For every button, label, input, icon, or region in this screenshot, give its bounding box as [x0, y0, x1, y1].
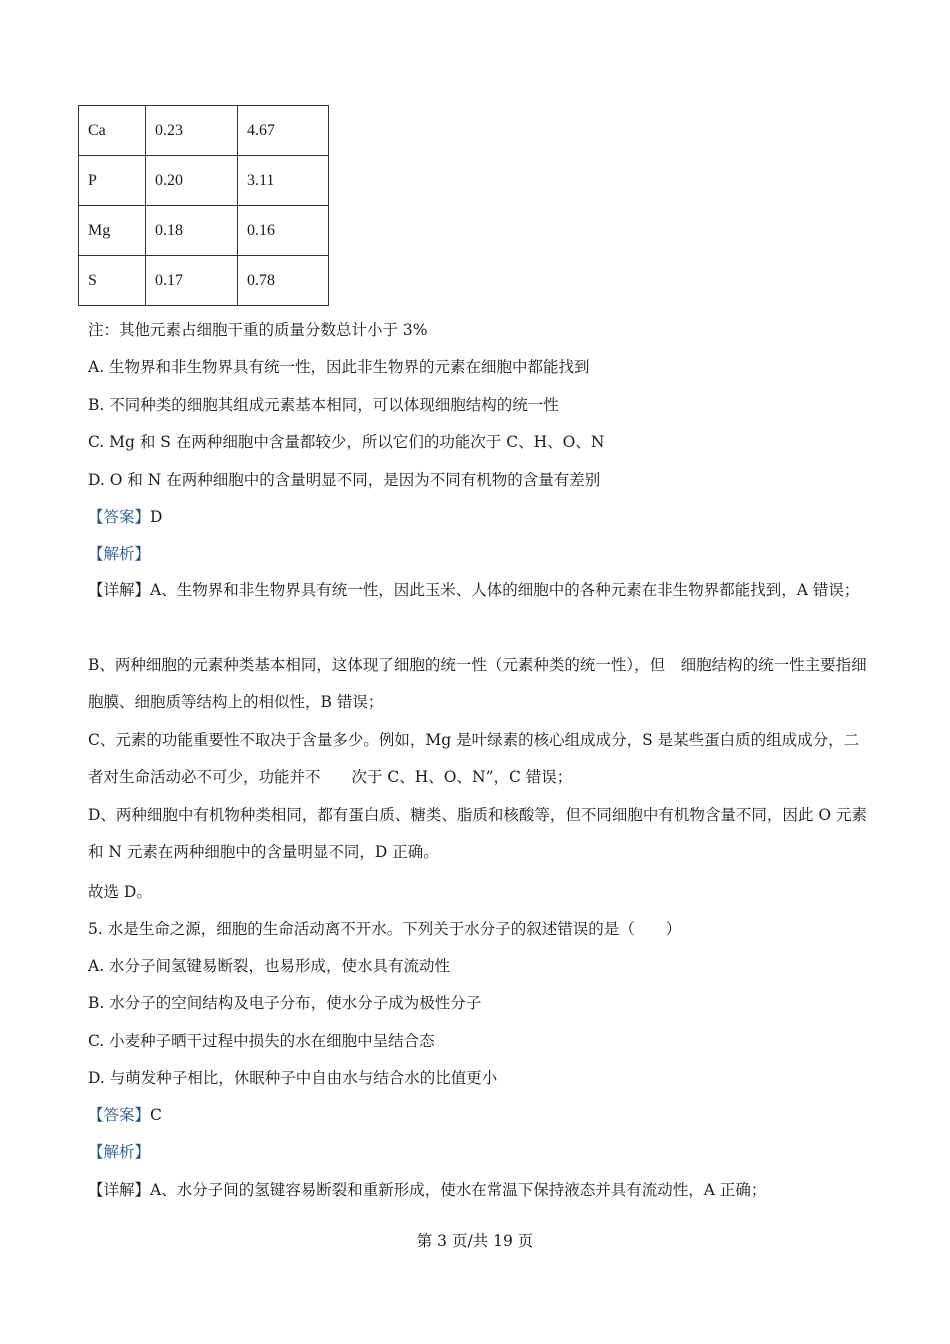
q5-option-d: D. 与萌发种子相比，休眠种子中自由水与结合水的比值更小 — [88, 1069, 498, 1087]
q4-detail-d: D、两种细胞中有机物种类相同，都有蛋白质、糖类、脂质和核酸等，但不同细胞中有机物含量不同，因此 O 元素和 N 元素在两种细胞中的含量明显不同，D 正确。 — [88, 806, 867, 861]
table-cell: 0.23 — [146, 106, 238, 156]
q5-analysis-tag — [88, 1142, 150, 1162]
table-cell: 0.17 — [146, 256, 238, 306]
table-note: 注：其他元素占细胞干重的质量分数总计小于 3% — [88, 321, 428, 339]
table-row — [79, 256, 329, 306]
answer-value: C — [150, 1106, 162, 1124]
table-cell: S — [79, 256, 146, 306]
element-content-table — [78, 105, 329, 306]
table-cell: 3.11 — [238, 156, 329, 206]
table-row — [79, 206, 329, 256]
answer-tag: 【答案】 — [88, 508, 151, 526]
analysis-tag: 【解析】 — [88, 545, 151, 563]
q4-detail-a — [88, 572, 873, 609]
q4-answer — [88, 507, 162, 527]
q4-detail-b: B、两种细胞的元素种类基本相同，这体现了细胞的统一性（元素种类的统一性），但 细胞结构的统一性主要指细胞膜、细胞质等结构上的相似性，B 错误； — [88, 656, 867, 711]
detail-tag: 【详解】 — [88, 581, 151, 599]
q4-option-d: D. O 和 N 在两种细胞中的含量明显不同，是因为不同有机物的含量有差别 — [88, 471, 601, 489]
table-cell: P — [79, 156, 146, 206]
answer-tag: 【答案】 — [88, 1106, 151, 1124]
table-cell: 0.20 — [146, 156, 238, 206]
table-cell: 4.67 — [238, 106, 329, 156]
q5-option-b: B. 水分子的空间结构及电子分布，使水分子成为极性分子 — [88, 994, 482, 1012]
table-cell: Mg — [79, 206, 146, 256]
table-row — [79, 106, 329, 156]
table-cell: 0.78 — [238, 256, 329, 306]
q4-option-a: A. 生物界和非生物界具有统一性，因此非生物界的元素在细胞中都能找到 — [88, 358, 590, 376]
q5-option-a: A. 水分子间氢键易断裂，也易形成，使水具有流动性 — [88, 957, 451, 975]
detail-text: A、生物界和非生物界具有统一性，因此玉米、人体的细胞中的各种元素在非生物界都能找到，A 错误； — [150, 581, 860, 599]
q5-answer — [88, 1105, 162, 1125]
table-cell: Ca — [79, 106, 146, 156]
q4-analysis-tag — [88, 544, 150, 564]
q4-conclusion: 故选 D。 — [88, 883, 152, 901]
q5-detail-a — [88, 1180, 766, 1200]
q4-detail-c: C、元素的功能重要性不取决于含量多少。例如，Mg 是叶绿素的核心组成成分，S 是某些蛋白质的组成成分，二者对生命活动必不可少，功能并不 次于 C、H、O、N”，C 错误； — [88, 731, 860, 786]
table-row — [79, 156, 329, 206]
detail-text: A、水分子间的氢键容易断裂和重新形成，使水在常温下保持液态并具有流动性，A 正确； — [150, 1181, 767, 1199]
q4-option-b: B. 不同种类的细胞其组成元素基本相同，可以体现细胞结构的统一性 — [88, 396, 559, 414]
table-cell: 0.18 — [146, 206, 238, 256]
q5-option-c: C. 小麦种子晒干过程中损失的水在细胞中呈结合态 — [88, 1032, 435, 1050]
analysis-tag: 【解析】 — [88, 1143, 151, 1161]
page-footer: 第 3 页/共 19 页 — [416, 1232, 534, 1250]
q4-option-c: C. Mg 和 S 在两种细胞中含量都较少，所以它们的功能次于 C、H、O、N — [88, 433, 605, 451]
answer-value: D — [150, 508, 163, 526]
detail-tag: 【详解】 — [88, 1181, 151, 1199]
q5-stem: 5. 水是生命之源，细胞的生命活动离不开水。下列关于水分子的叙述错误的是（ ） — [88, 920, 682, 938]
table-cell: 0.16 — [238, 206, 329, 256]
